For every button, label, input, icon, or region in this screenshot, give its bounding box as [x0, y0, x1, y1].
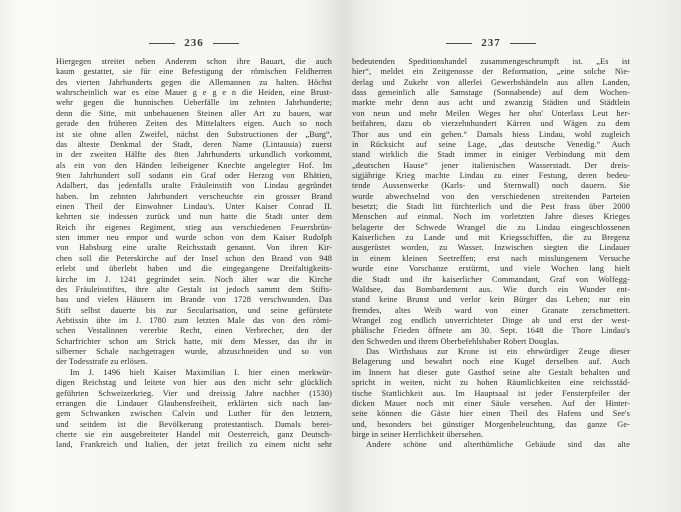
text-line: geführten Schweizerkrieg. Vier und dreissig Jahre nachher (1530) — [56, 388, 332, 398]
text-line: und seitdem ist die Bevölkerung protestantisch. Damals berei- — [56, 419, 332, 429]
text-line: der Todesstrafe zu erlösen. — [56, 357, 148, 367]
text-line: den Schweden und ihrem Oberbefehlshaber Robert Douglas. — [352, 336, 560, 346]
text-line: gerade den früheren Zeiten des Mittelalters eigen. Auch so noch — [56, 119, 332, 129]
text-line: Adalbert, das jedenfalls uralte Fräuleinstift von Lindau gegründet — [56, 181, 332, 191]
text-block-left — [56, 57, 332, 451]
text-line: denn die Sitte, mit unbehauenen Steinen aller Art zu bauen, war — [56, 108, 332, 118]
text-line: wehr gegen die hunnischen Ueberfälle im zehnten Jahrhunderte; — [56, 98, 332, 108]
text-line: des vierten Jahrhunderts gegen die Allemannen zu halten. Höchst — [56, 77, 332, 87]
text-line: in der zweiten Hälfte des 8ten Jahrhunderts urkundlich vorkommt, — [56, 150, 332, 160]
text-line: kirche im J. 1241 gegründet sein. Noch älter war die Kirche — [56, 274, 332, 284]
header-rule-left — [446, 43, 472, 45]
text-line: Thor aus und ein gehen.“ Damals hiess Lindau, wohl zugleich — [352, 129, 630, 139]
text-line: von Habsburg eine uralte Reichsstadt genannt. Von ihren Kir- — [56, 243, 332, 253]
text-line: Im J. 1496 hielt Kaiser Maximilian I. hier einen merkwür- — [70, 367, 332, 377]
text-line: stand wirklich die Stadt immer in einiger Verbindung mit dem — [352, 150, 630, 160]
text-line: gem Schwanken zwischen Calvin und Luther für den letztern, — [56, 409, 332, 419]
header-rule-right — [510, 43, 536, 45]
text-line: seite können die Gäste hier einen Theil des Hafens und See's — [352, 409, 630, 419]
page-number-right: 237 — [481, 37, 501, 49]
text-line: errangen die Lindauer Glaubensfreiheit, erklärten sich nach lan- — [56, 398, 332, 408]
text-line: Andere schöne und alterthümliche Gebäude sind das alte — [366, 440, 630, 450]
text-line: kehrten sie indessen zurück und nun hatte die Stadt unter dem — [56, 212, 332, 222]
text-line: derlag und Zukehr von allerlei Gewerbshändeln aus allen Landen, — [352, 77, 630, 87]
text-line: cherte sie ein ausgebreiteter Handel mit Oesterreich, ganz Deutsch- — [56, 429, 332, 439]
text-line: in einem kleinen Seetreffen; erst nach misslungenem Versuche — [352, 253, 630, 263]
text-line: erlebt und überlebt haben und die eingegangene Dreifaltigkeits- — [56, 264, 332, 274]
text-line: des Fräuleinstiftes, ihre alte Gestalt ist jedoch sammt dem Stifts- — [56, 284, 332, 294]
text-line: sten immer neu empor und wurde schon von dem Kaiser Rudolph — [56, 233, 332, 243]
text-line: silberner Schale nachgetragen wurde, abzuschneiden und so von — [56, 347, 332, 357]
text-line: belagerte der Schwede Wrangel die zu Lindau eingeschlossenen — [352, 222, 630, 232]
page-header-left — [352, 38, 630, 49]
text-line: Aebtissin übte im J. 1780 zum letzten Male das von den römi- — [56, 315, 332, 325]
header-rule-right — [213, 43, 239, 45]
text-line: beifahren, dazu ob vierzehnhundert Kärren und Wägen zu dem — [352, 119, 630, 129]
text-line: die Stadt und ihr kaiserlicher Commandant, Graf von Wolfegg- — [352, 274, 630, 284]
text-line: land, Frankreich und Italien, der jetzt freilich zu einem nicht sehr — [56, 440, 332, 450]
text-line: das älteste Denkmal der Stadt, deren Name (Lintauuia) zuerst — [56, 139, 332, 149]
text-line: und, besonders bei günstiger Morgenbeleuchtung, das ganze Ge- — [352, 419, 630, 429]
text-line: schen Vestalinnen vererbte Recht, einen Verbrecher, den der — [56, 326, 332, 336]
text-line: in Rücksicht auf seine Lage, „das deutsche Venedig.“ Auch — [352, 139, 630, 149]
text-line: Belagerung und bewahrt noch eine Kugel derselben auf. Auch — [352, 357, 630, 367]
text-line: spricht in weiten, nicht zu hohen Räumlichkeiten eine reichsstäd- — [352, 378, 630, 388]
text-line: Das Wirthshaus zur Krone ist ein ehrwürdiger Zeuge dieser — [366, 347, 630, 357]
text-line: Hiergegen streitet neben Anderem schon ihre Bauart, die auch — [56, 57, 332, 66]
text-line: einen Theil der Einwohner Lindau's. Unter Kaiser Conrad II. — [56, 202, 332, 212]
text-line: besetzt; die Stadt litt fürchterlich und die Pest frass über 2000 — [352, 202, 630, 212]
text-line: kaum gestattet, sie für eine Befestigung der römischen Feldherren — [56, 67, 332, 77]
text-line: Stift selbst dauerte bis zur Secularisation, und seine gefürstete — [56, 305, 332, 315]
text-line: birge in seiner Herrlichkeit übersehen. — [352, 429, 484, 439]
text-line: Scharfrichter schon am Strick hatte, mit dem Messer, das ihr in — [56, 336, 332, 346]
text-line: ist sie ohne allen Zweifel, nächst den Substructionen der „Burg“, — [56, 129, 332, 139]
text-line: im Innern hat dieser gute Gasthof seine alte Gestalt behalten und — [352, 367, 630, 377]
text-line: Waldsee, das Bombardement aus. Wie durch ein Wunder ent- — [352, 284, 630, 294]
text-line: hier“, meldet ein Zeitgenosse der Reformation, „eine solche Nie- — [352, 67, 630, 77]
text-line: chen soll die Peterskirche auf der Insel schon den Brand von 948 — [56, 253, 332, 263]
text-line: bau und vielen Häusern im Brande von 1728 verschwunden. Das — [56, 295, 332, 305]
text-line: als ein von den Händen leibeigener Knechte angelegter Hof. Im — [56, 160, 332, 170]
text-line: stand keine Brunst und verlor kein Bürger das Leben; nur ein — [352, 295, 630, 305]
text-line: tende Aussenwerke (Karls- und Sternwall) noch dauern. Sie — [352, 181, 630, 191]
text-line: dicken Mauer noch mit einer Säule versehen. Auf der Hinter- — [352, 398, 630, 408]
text-line: phälische Frieden öffnete am 30. Sept. 1648 die Thore Lindau's — [352, 326, 630, 336]
text-line: markte mehr denn aus acht und zwanzig Städten und Städtlein — [352, 98, 630, 108]
page-number-left: 236 — [184, 37, 204, 49]
text-line: tische Stattlichkeit aus. Im Hauptsaal ist jeder Fensterpfeiler der — [352, 388, 630, 398]
text-line: von neun und mehr Meilen Weges her ohn' Unterlass Leut her- — [352, 108, 630, 118]
text-line: haben. Im zehnten Jahrhundert verscheuchte ein grosser Brand — [56, 191, 332, 201]
header-rule-left — [149, 43, 175, 45]
text-line: bedeutenden Speditionshandel zusammengeschrumpft ist. „Es ist — [352, 57, 630, 66]
text-line: fremdes, altes Weib ward von einer Granate zerschmettert. — [352, 305, 630, 315]
text-line: wurde eine Vorschanze erstürmt, und viele Wochen lang hielt — [352, 264, 630, 274]
text-line: Wrangel zog endlich unverrichteter Dinge ab und erst der west- — [352, 315, 630, 325]
text-line: 9ten Jahrhundert soll sodann ein Graf oder Herzog von Rhätien, — [56, 170, 332, 180]
text-line: dass gemeinlich alle Samstage (Sonnabende) auf dem Wochen- — [352, 88, 630, 98]
text-line: Menschen auf einmal. Noch im vorletzten Jahre dieses Krieges — [352, 212, 630, 222]
text-line: digen Reichstag und leitete von hier aus den nicht sehr glücklich — [56, 378, 332, 388]
text-line: wurde abwechselnd von den verschiedenen streitenden Parteien — [352, 191, 630, 201]
text-line: Reich ihr eigenes Regiment, stieg aus verschiedenen Feuersbrün- — [56, 222, 332, 232]
text-line: wahrscheinlich war es eine Mauer g e g e n die Heiden, eine Brust- — [56, 88, 332, 98]
text-line: sigjährige Krieg machte Lindau zu einer Festung, deren bedeu- — [352, 170, 630, 180]
text-block-right — [352, 57, 630, 451]
page-header-left — [56, 38, 332, 49]
text-line: ausgerüstet worden, zu Wasser. Inzwischen siegten die Lindauer — [352, 243, 630, 253]
text-line: „deutschen Hause“ jener italienischen Wasserstadt. Der dreis- — [352, 160, 630, 170]
text-line: Kaiserlichen zu Lande und mit Kriegsschiffen, die zu Bregenz — [352, 233, 630, 243]
